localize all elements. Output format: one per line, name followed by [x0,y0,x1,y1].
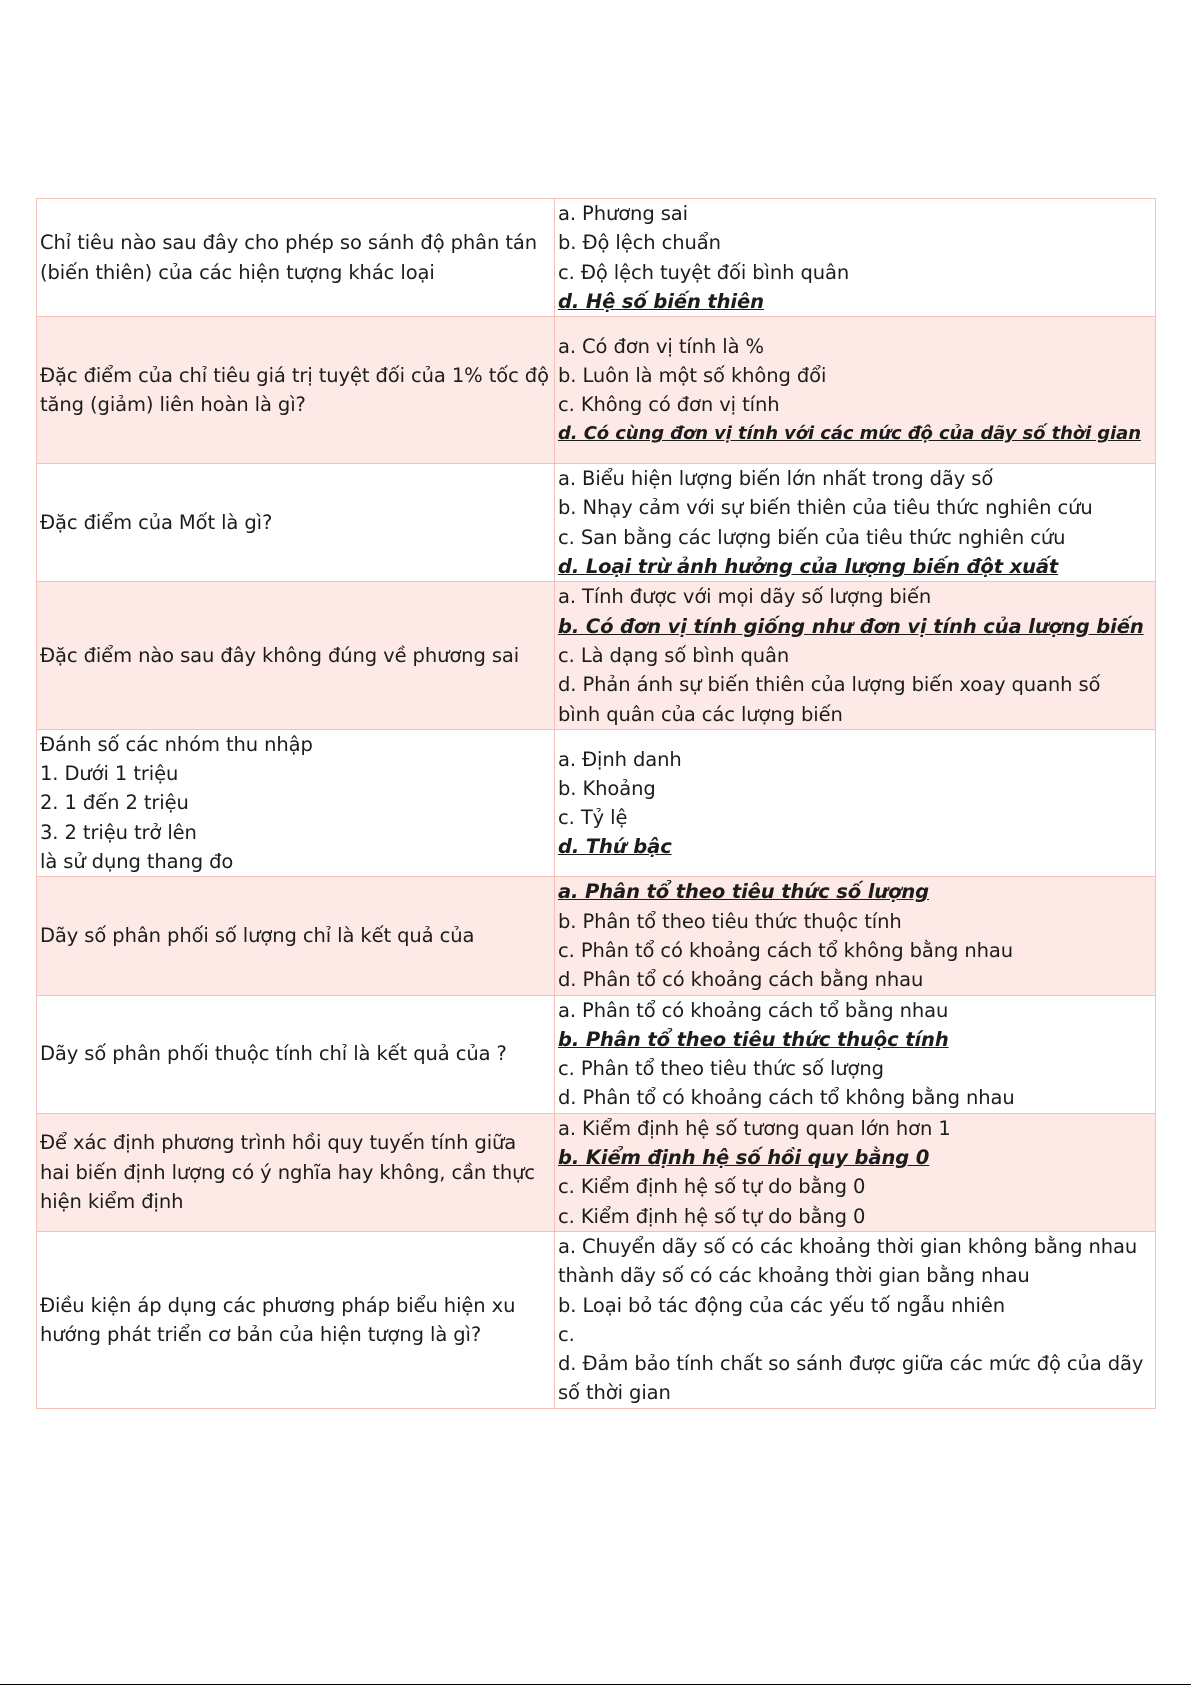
quiz-table [36,198,1156,1409]
answer-option: a. Có đơn vị tính là % [558,334,764,358]
answer-option: c. Kiểm định hệ số tự do bằng 0 [558,1175,866,1199]
answer-option: c. Phân tổ theo tiêu thức số lượng [558,1057,884,1081]
answers-cell [555,199,1156,317]
question-text: là sử dụng thang đo [40,850,234,874]
answer-option: a. Định danh [558,747,682,771]
answers-cell [555,995,1156,1113]
question-row [37,1231,1156,1408]
answer-option: a. Kiểm định hệ số tương quan lớn hơn 1 [558,1116,951,1140]
answer-option: c. Tỷ lệ [558,806,628,830]
answer-option: c. San bằng các lượng biến của tiêu thức nghiên cứu [558,525,1066,549]
question-text: Đặc điểm nào sau đây không đúng về phương sai [40,643,520,667]
question-row [37,1113,1156,1231]
answer-option: d. Phản ánh sự biến thiên của lượng biến xoay quanh số [558,673,1101,697]
question-text: Chỉ tiêu nào sau đây cho phép so sánh độ phân tán [40,231,538,255]
answer-option: c. Kiểm định hệ số tự do bằng 0 [558,1204,866,1228]
question-cell [37,317,555,464]
answer-option: b. Loại bỏ tác động của các yếu tố ngẫu nhiên [558,1293,1005,1317]
question-row [37,317,1156,464]
question-row [37,464,1156,582]
answer-option: a. Phương sai [558,202,688,225]
question-text: 1. Dưới 1 triệu [40,762,179,786]
answer-option: a. Tính được với mọi dãy số lượng biến [558,585,932,609]
question-text: Để xác định phương trình hồi quy tuyến tính giữa [40,1131,517,1155]
question-cell [37,995,555,1113]
answer-option: c. [558,1322,575,1346]
question-row [37,995,1156,1113]
answer-option: c. Là dạng số bình quân [558,643,790,667]
answers-cell [555,729,1156,876]
answers-cell [555,317,1156,464]
correct-answer: d. Hệ số biến thiên [558,289,764,313]
answer-option: c. Độ lệch tuyệt đối bình quân [558,260,850,284]
quiz-table-body [37,199,1156,1409]
answers-cell [555,877,1156,995]
answers-cell [555,1231,1156,1408]
question-text: Đánh số các nhóm thu nhập [40,732,313,756]
answer-option: d. Phân tổ có khoảng cách bằng nhau [558,968,924,992]
answer-option: số thời gian [558,1381,671,1405]
question-text: Đặc điểm của Mốt là gì? [40,511,273,535]
answer-option: c. Phân tổ có khoảng cách tổ không bằng nhau [558,938,1013,962]
answer-option: bình quân của các lượng biến [558,702,843,726]
answer-option: d. Đảm bảo tính chất so sánh được giữa các mức độ của dãy [558,1352,1144,1376]
question-cell [37,1113,555,1231]
question-text: Điều kiện áp dụng các phương pháp biểu hiện xu [40,1293,516,1317]
correct-answer: d. Loại trừ ảnh hưởng của lượng biến đột xuất [558,555,1059,579]
question-row [37,877,1156,995]
question-text: Đặc điểm của chỉ tiêu giá trị tuyệt đối của 1% tốc độ [40,363,549,387]
correct-answer: b. Phân tổ theo tiêu thức thuộc tính [558,1027,949,1051]
correct-answer: b. Kiểm định hệ số hồi quy bằng 0 [558,1146,930,1170]
question-text: hiện kiểm định [40,1189,184,1213]
answer-option: b. Nhạy cảm với sự biến thiên của tiêu thức nghiên cứu [558,496,1093,520]
answer-option: b. Khoảng [558,776,656,800]
answers-cell [555,582,1156,729]
question-cell [37,464,555,582]
answer-option: a. Biểu hiện lượng biến lớn nhất trong dãy số [558,467,994,491]
question-row [37,729,1156,876]
question-cell [37,1231,555,1408]
question-text: 3. 2 triệu trở lên [40,820,197,844]
answer-option: c. Không có đơn vị tính [558,393,780,417]
question-row [37,582,1156,729]
question-cell [37,582,555,729]
answers-cell [555,1113,1156,1231]
question-cell [37,199,555,317]
question-row [37,199,1156,317]
question-text: Dãy số phân phối số lượng chỉ là kết quả của [40,924,475,948]
correct-answer: d. Thứ bậc [558,835,672,859]
answers-cell [555,464,1156,582]
answer-option: b. Độ lệch chuẩn [558,231,721,255]
correct-answer: d. Có cùng đơn vị tính với các mức độ của dãy số thời gian [558,423,1141,445]
question-text: tăng (giảm) liên hoàn là gì? [40,393,306,417]
question-text: hai biến định lượng có ý nghĩa hay không, cần thực [40,1160,535,1184]
answer-option: thành dãy số có các khoảng thời gian bằng nhau [558,1264,1030,1288]
question-text: 2. 1 đến 2 triệu [40,791,189,815]
question-text: hướng phát triển cơ bản của hiện tượng là gì? [40,1322,482,1346]
question-cell [37,729,555,876]
question-text: (biến thiên) của các hiện tượng khác loại [40,260,435,284]
answer-option: d. Phân tổ có khoảng cách tổ không bằng nhau [558,1086,1015,1110]
question-cell [37,877,555,995]
answer-option: b. Luôn là một số không đổi [558,363,827,387]
correct-answer: a. Phân tổ theo tiêu thức số lượng [558,880,930,904]
answer-option: a. Phân tổ có khoảng cách tổ bằng nhau [558,998,949,1022]
answer-option: a. Chuyển dãy số có các khoảng thời gian không bằng nhau [558,1234,1138,1258]
correct-answer: b. Có đơn vị tính giống như đơn vị tính của lượng biến [558,614,1144,638]
question-text: Dãy số phân phối thuộc tính chỉ là kết quả của ? [40,1042,507,1066]
answer-option: b. Phân tổ theo tiêu thức thuộc tính [558,909,902,933]
